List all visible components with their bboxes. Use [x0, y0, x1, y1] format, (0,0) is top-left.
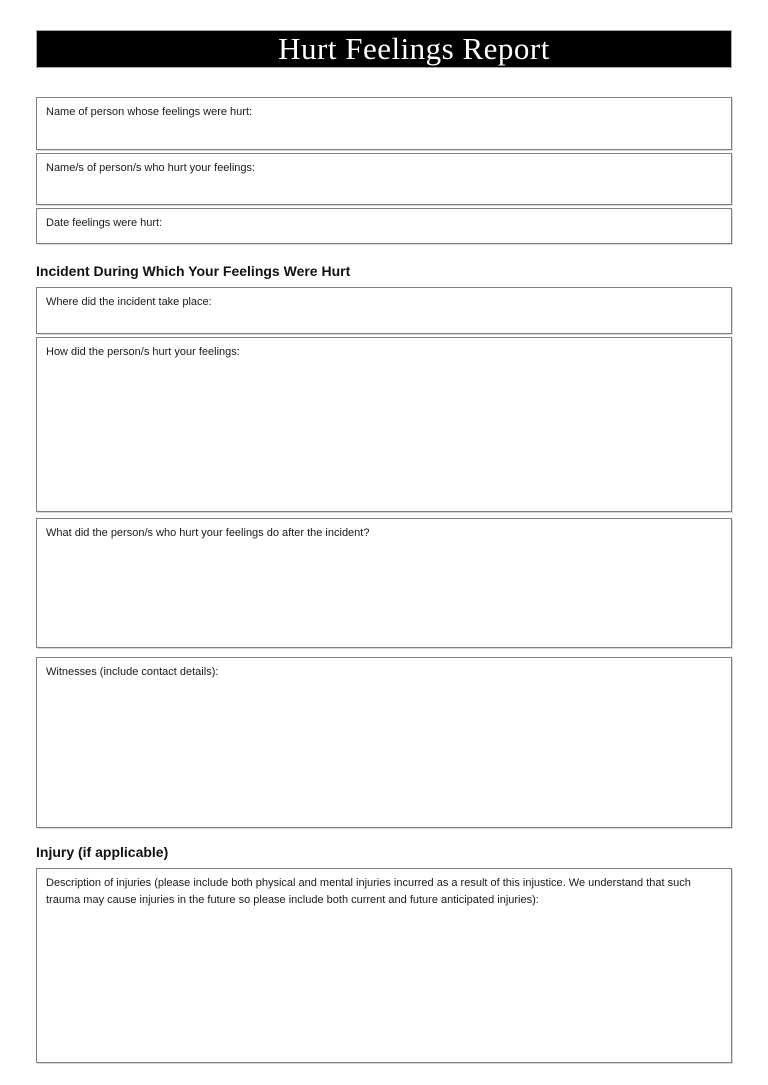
field-incident-location-label: Where did the incident take place:	[46, 296, 212, 308]
field-how-feelings-hurt[interactable]	[36, 337, 732, 512]
field-description-of-injuries-label: Description of injuries (please include both physical and mental injuries incurred as a result of this injustice. We understand that such trauma may cause injuries in the future so please include both current and future anticipated injuries):	[46, 877, 691, 906]
field-after-incident-label: What did the person/s who hurt your feelings do after the incident?	[46, 527, 370, 539]
title-bar	[36, 30, 732, 68]
field-incident-location[interactable]	[36, 287, 732, 334]
section-heading-injury: Injury (if applicable)	[36, 844, 169, 860]
field-name-of-person-who-hurt[interactable]	[36, 153, 732, 205]
field-name-of-person-hurt[interactable]	[36, 97, 732, 150]
field-name-of-person-who-hurt-label: Name/s of person/s who hurt your feelings:	[46, 162, 256, 174]
field-after-incident[interactable]	[36, 518, 732, 648]
field-how-feelings-hurt-label: How did the person/s hurt your feelings:	[46, 346, 240, 358]
field-witnesses-label: Witnesses (include contact details):	[46, 666, 219, 678]
field-name-of-person-hurt-label: Name of person whose feelings were hurt:	[46, 106, 253, 118]
field-witnesses[interactable]	[36, 657, 732, 828]
form-title: Hurt Feelings Report	[278, 31, 550, 66]
section-heading-incident: Incident During Which Your Feelings Were Hurt	[36, 263, 351, 279]
field-description-of-injuries[interactable]	[36, 868, 732, 1063]
field-date-feelings-hurt[interactable]	[36, 208, 732, 244]
field-date-feelings-hurt-label: Date feelings were hurt:	[46, 217, 163, 229]
